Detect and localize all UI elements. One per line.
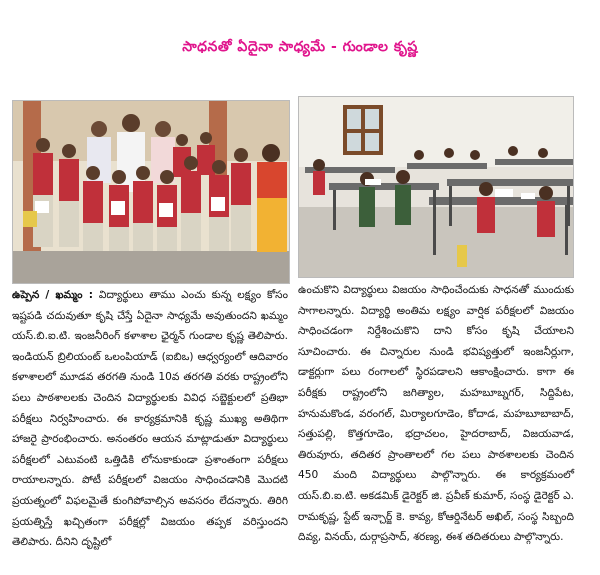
article-column-right [298,280,574,548]
article-body-right: ఉంచుకొని విద్యార్థులు విజయం సాధించేందుకు సాధనతో ముందుకు సాగాలన్నారు. విద్యార్థి అంతిమ లక్ష్యం వార్షిక పరీక్షలలో విజయం సాధించడంగా నిర్దేశించుకొని దాని కోసం కృషి చేయాలని సూచించారు. ఈ చిన్నారుల నుండి భవిష్యత్తులో ఇంజనీర్లుగా, డాక్టర్లుగా పలు రంగాలలో స్థిరపడాలని ఆకాంక్షించారు. కాగా ఈ పరీక్షకు రాష్ట్రంలోని జగిత్యాల, మహబూబ్నగర్, సిద్దిపేట, హనుమకొండ, వరంగల్, మిర్యాలగూడెం, కోదాడ, మహబూబాబాద్, సత్తుపల్లి, కొత్తగూడెం, భద్రాచలం, హైదరాబాద్, విజయవాడ, తిరువూరు, తదితర ప్రాంతాలలో గల పలు పాఠశాలలకు చెందిన 450 మంది విద్యార్థులు పాల్గొన్నారు. ఈ కార్యక్రమంలో యస్.బి.ఐ.టి. అకడమిక్ డైరెక్టర్ జి. ప్రవీణ్ కుమార్, సంస్థ డైరెక్టర్ ఎ. రామకృష్ణ, స్టేట్ ఇన్చార్జ్ కె. కావ్య, కోఆర్డినేటర్ అఖిల్, సంస్థ సిబ్బంది దివ్య, వినయ్, దుర్గాప్రసాద్, శరణ్య, ఈశ తదితరులు పాల్గొన్నారు. [298,284,574,544]
exam-hall-photo [298,96,574,278]
students-group-photo-image [13,101,289,283]
students-group-photo [12,100,290,284]
article-column-left [12,285,288,553]
exam-hall-photo-image [299,97,573,277]
article-body-left: విద్యార్థులు తాము ఎంచు కున్న లక్ష్యం కోసం ఇష్టపడి చదువుతూ కృషి చేస్తే ఏదైనా సాధ్యమే అవుతుందని ఖమ్మం యస్.బి.ఐ.టి. ఇంజనీరింగ్ కళాశాల ఛైర్మన్ గుండాల కృష్ణ తెలిపారు. ఇండియన్ బ్రిలియంట్ ఒలంపియాడ్ (ఐబిఒ) ఆధ్వర్యంలో ఆదివారం కళాశాలలో మూడవ తరగతి నుండి 10వ తరగతి వరకు రాష్ట్రంలోని పలు పాఠశాలలకు చెందిన విద్యార్థులకు వివిధ సబ్జెక్టులలో ప్రతిభా పరీక్షలు నిర్వహించారు. ఈ కార్యక్రమానికి కృష్ణ ముఖ్య అతిథిగా హాజరై ప్రారంభించారు. అనంతరం ఆయన మాట్లాడుతూ విద్యార్థులు పరీక్షలలో ఎటువంటి ఒత్తిడికి లోనుకాకుండా ప్రశాంతంగా పరీక్షలు రాయాలన్నారు. పోటీ పరీక్షలలో విజయం సాధించడానికి మొదటి ప్రయత్నంలో విఫలమైతే కుంగిపోవాల్సిన అవసరం లేదన్నారు. తిరిగి ప్రయత్నిస్తే ఖచ్చితంగా పరీక్షల్లో విజయం తప్పక వరిస్తుందని తెలిపారు. దీనిని దృష్టిలో [12,289,288,549]
headline: సాధనతో ఏదైనా సాధ్యమే - గుండాల కృష్ణ [182,38,418,55]
article-dateline: ఉప్పెన / ఖమ్మం : [12,289,93,301]
